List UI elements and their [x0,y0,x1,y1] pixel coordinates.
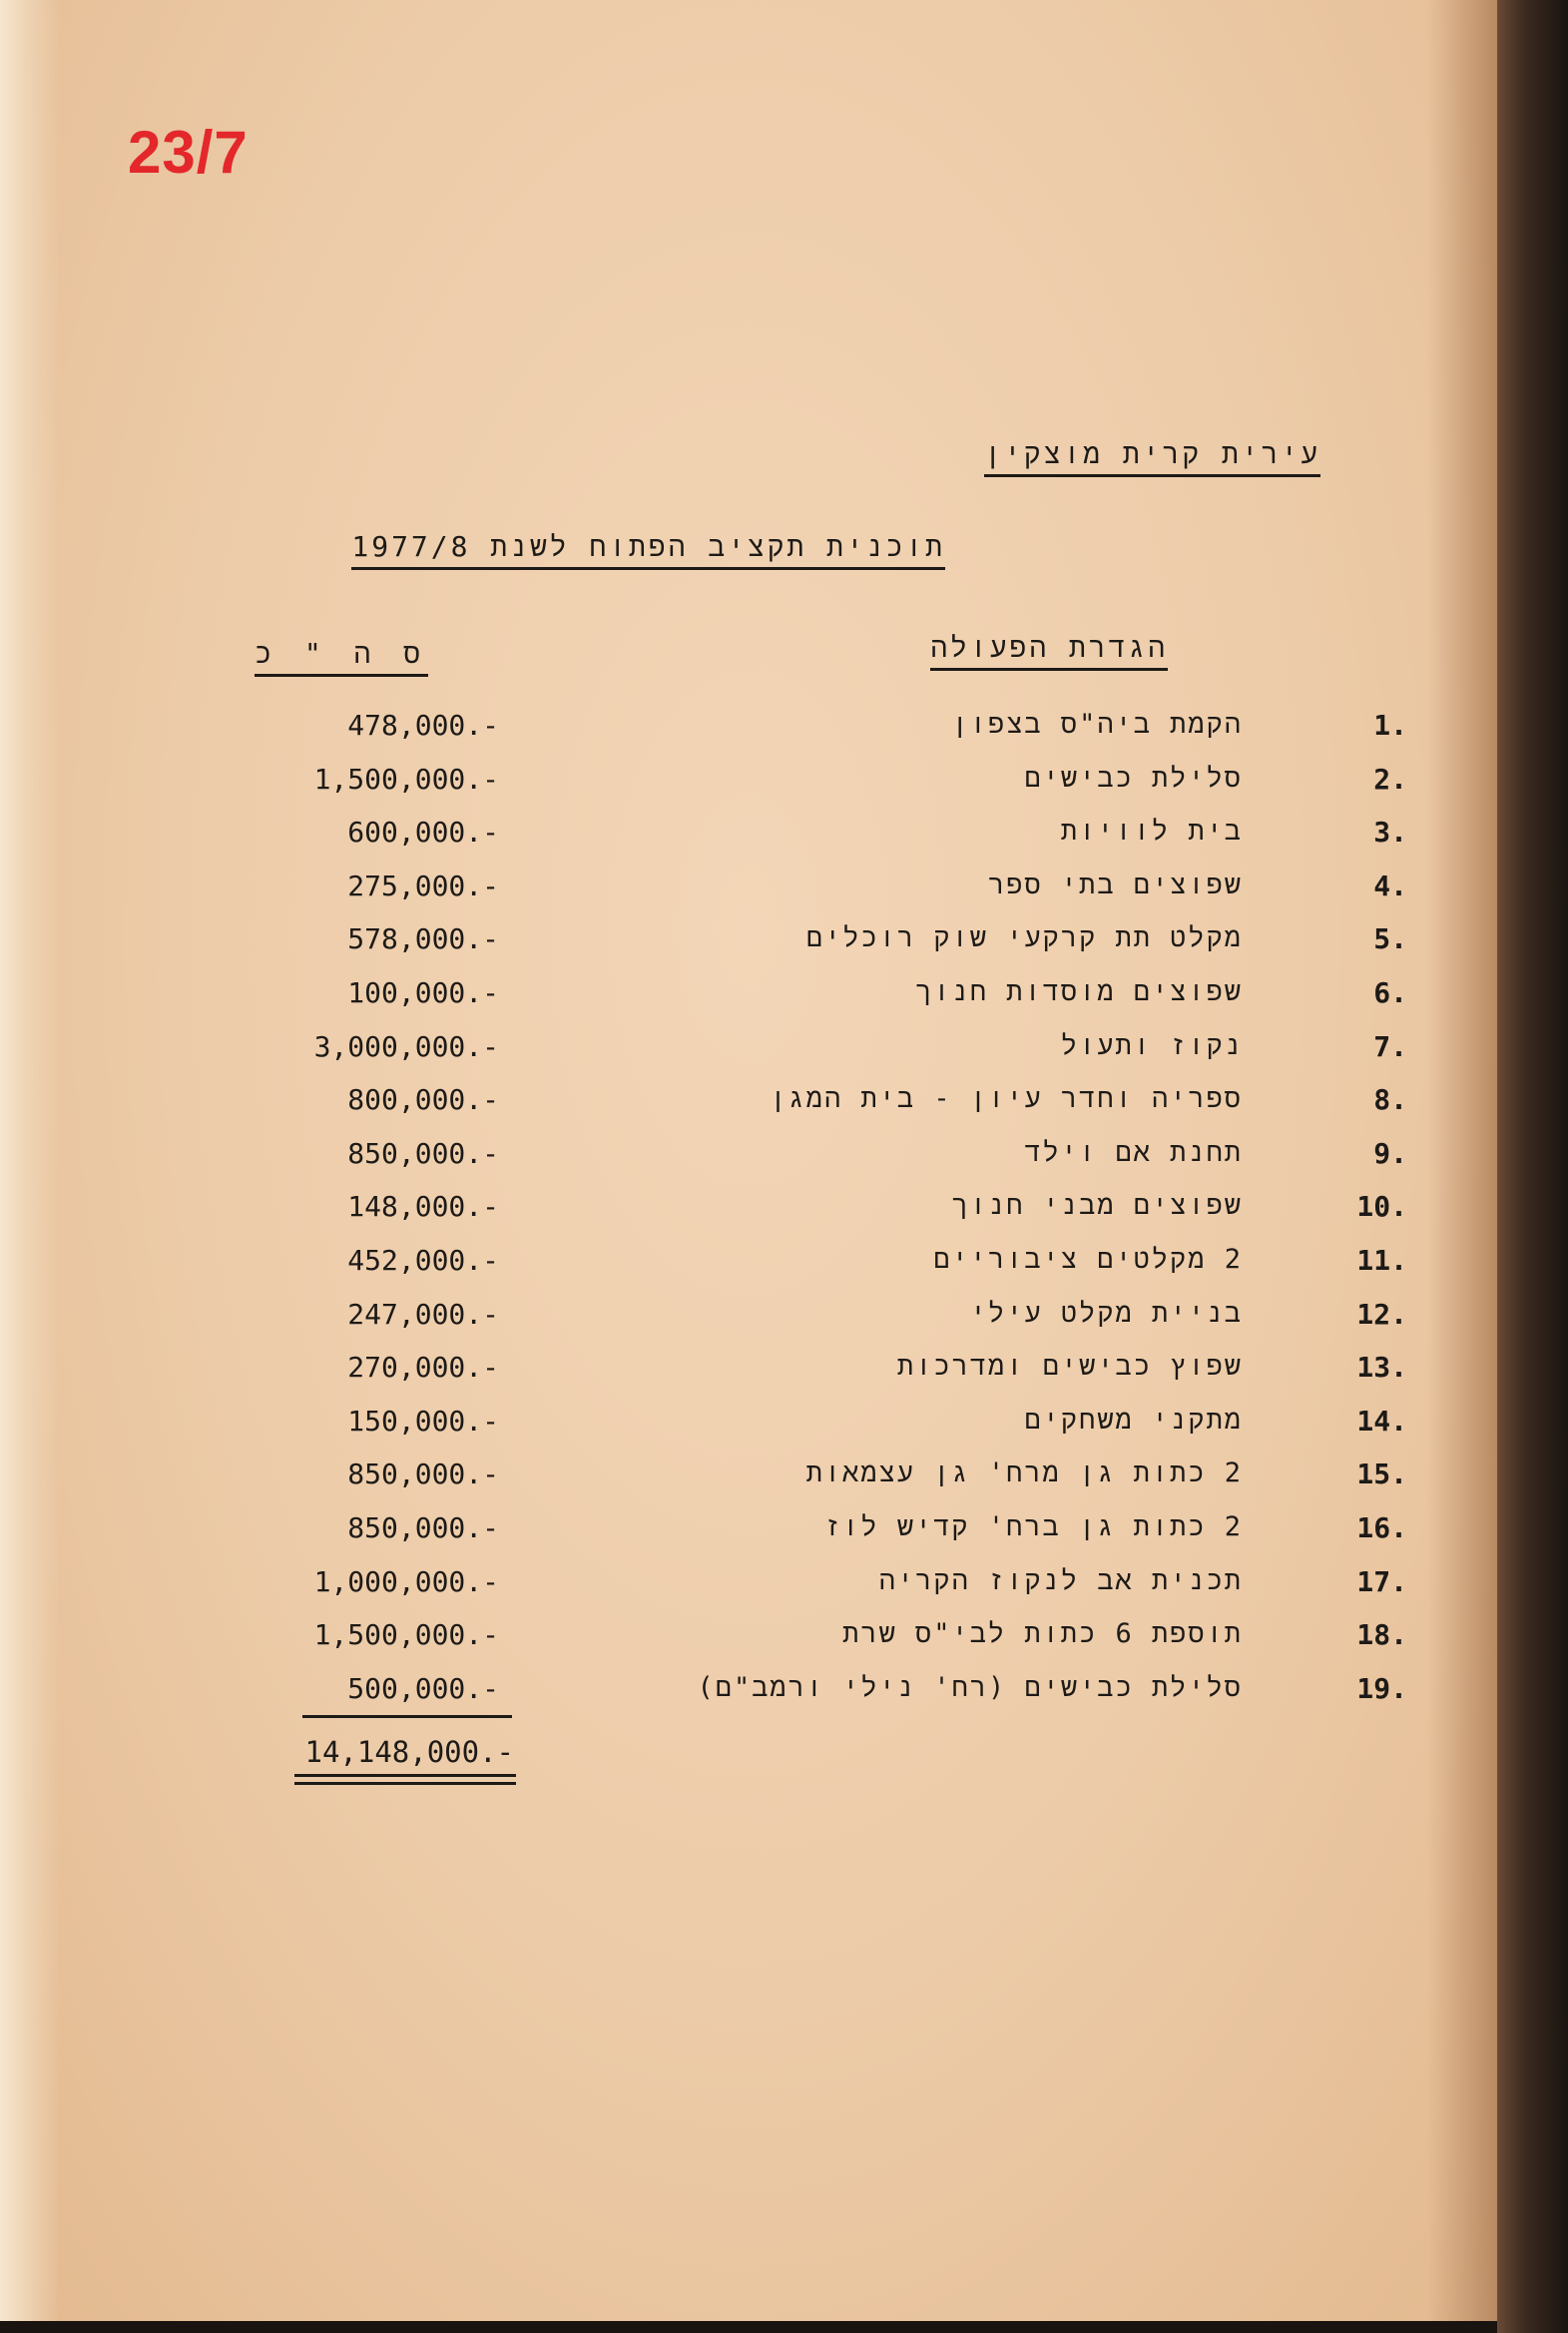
table-row [0,1298,1497,1352]
row-description: שפוצים בתי ספר [988,869,1243,900]
grand-total: 14,148,000.- [304,1735,514,1769]
row-description: שפוץ כבישים ומדרכות [897,1351,1243,1383]
row-number: 13. [1356,1351,1407,1385]
table-row [0,763,1497,817]
row-description: נקוז ותעול [1060,1029,1243,1061]
row-number: 11. [1356,1244,1407,1277]
row-amount: 3,000,000.- [313,1029,499,1063]
table-row [0,1351,1497,1405]
plan-title: תוכנית תקציב הפתוח לשנת 1977/8 [351,530,945,570]
row-number: 7. [1373,1029,1407,1063]
table-row [0,1405,1497,1458]
row-amount: 478,000.- [347,709,499,742]
row-amount: 1,000,000.- [313,1564,499,1598]
table-row [0,976,1497,1030]
row-description: מקלט תת קרקעי שוק רוכלים [805,922,1243,954]
row-amount: 150,000.- [347,1404,499,1438]
table-row [0,1190,1497,1244]
row-amount: 100,000.- [347,976,499,1009]
row-description: תוספת 6 כתות לבי"ס שרת [842,1618,1243,1650]
row-number: 14. [1356,1404,1407,1438]
row-description: 2 מקלטים ציבוריים [933,1244,1243,1275]
table-row [0,1030,1497,1084]
row-number: 18. [1356,1618,1407,1652]
table-row [0,1137,1497,1191]
table-row [0,1618,1497,1672]
row-description: מתקני משחקים [1024,1404,1243,1436]
row-amount: 800,000.- [347,1083,499,1117]
table-row [0,816,1497,870]
row-amount: 500,000.- [347,1671,499,1705]
row-number: 12. [1356,1297,1407,1331]
table-row [0,709,1497,763]
row-amount: 850,000.- [347,1458,499,1491]
table-row [0,870,1497,923]
table-row [0,1672,1497,1726]
row-description: 2 כתות גן מרח' גן עצמאות [805,1458,1243,1489]
row-amount: 452,000.- [347,1244,499,1277]
table-row [0,1244,1497,1298]
row-number: 17. [1356,1564,1407,1598]
page-stamp: 23/7 [128,119,249,186]
row-amount: 600,000.- [347,816,499,850]
row-number: 2. [1373,762,1407,796]
row-number: 1. [1373,709,1407,742]
row-number: 16. [1356,1511,1407,1544]
row-description: סלילת כבישים [1024,762,1243,794]
row-amount: 270,000.- [347,1351,499,1385]
municipality-heading: עירית קרית מוצקין [984,437,1320,477]
row-number: 6. [1373,976,1407,1009]
row-amount: 247,000.- [347,1297,499,1331]
row-amount: 148,000.- [347,1190,499,1224]
row-description: 2 כתות גן ברח' קדיש לוז [823,1511,1243,1542]
row-number: 8. [1373,1083,1407,1117]
row-description: שפוצים מוסדות חנוך [915,976,1243,1007]
row-description: בניית מקלט עילי [969,1297,1243,1329]
row-amount: 1,500,000.- [313,1618,499,1652]
table-row [0,1511,1497,1565]
row-amount: 850,000.- [347,1136,499,1170]
row-description: הקמת ביה"ס בצפון [951,709,1243,740]
row-description: תחנת אם וילד [1024,1136,1243,1168]
table-row [0,922,1497,976]
row-amount: 275,000.- [347,869,499,902]
row-amount: 850,000.- [347,1511,499,1544]
row-description: שפוצים מבני חנוך [951,1190,1243,1222]
row-amount: 1,500,000.- [313,762,499,796]
row-description: בית לוויות [1060,816,1243,848]
row-description: ספריה וחדר עיון - בית המגן [770,1083,1243,1115]
row-number: 5. [1373,922,1407,956]
row-number: 15. [1356,1458,1407,1491]
row-number: 4. [1373,869,1407,902]
row-number: 9. [1373,1136,1407,1170]
row-number: 3. [1373,816,1407,850]
table-row [0,1458,1497,1511]
column-header-description: הגדרת הפעולה [930,631,1168,671]
row-description: סלילת כבישים (רח' נילי ורמב"ם) [697,1671,1243,1703]
book-spine [1497,0,1568,2333]
row-number: 19. [1356,1671,1407,1705]
row-amount: 578,000.- [347,922,499,956]
row-description: תכנית אב לנקוז הקריה [878,1564,1243,1596]
total-rule [302,1715,512,1718]
total-double-underline [294,1774,516,1785]
row-number: 10. [1356,1190,1407,1224]
table-row [0,1083,1497,1137]
column-header-total: ס ה " כ [255,637,428,677]
table-row [0,1565,1497,1619]
